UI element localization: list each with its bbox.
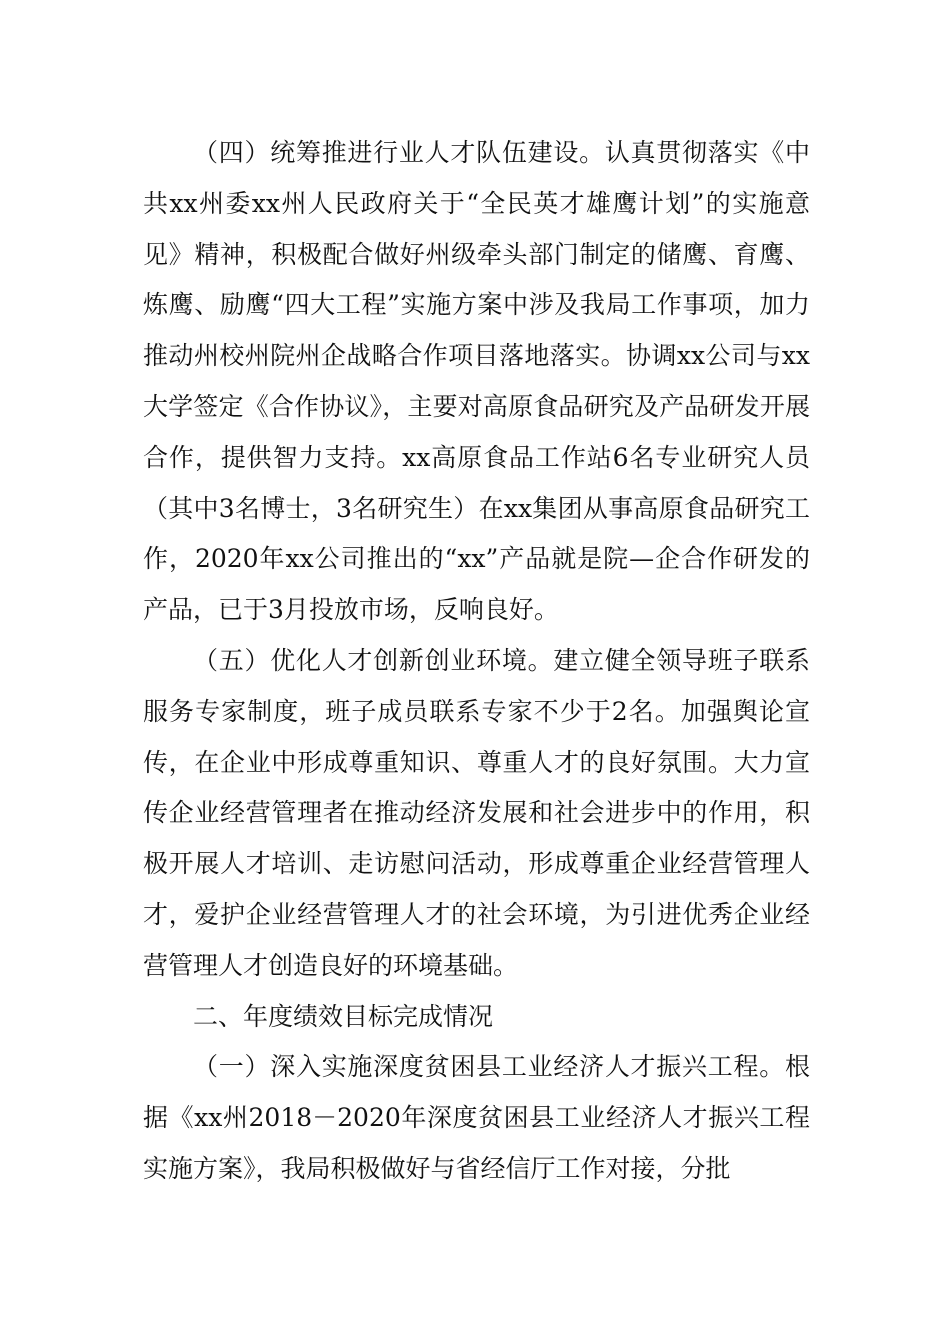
document-body [143,128,810,1195]
paragraph-poverty-county-talent-project: （一）深入实施深度贫困县工业经济人才振兴工程。根据《xx州2018－2020年深度贫困县工业经济人才振兴工程实施方案》，我局积极做好与省经信厅工作对接，分批 [143,1052,810,1183]
paragraph-innovation-environment: （五）优化人才创新创业环境。建立健全领导班子联系服务专家制度，班子成员联系专家不少于2名。加强舆论宣传，在企业中形成尊重知识、尊重人才的良好氛围。大力宣传企业经营管理者在推动经济发展和社会进步中的作用，积极开展人才培训、走访慰问活动，形成尊重企业经营管理人才，爱护企业经营管理人才的社会环境，为引进优秀企业经营管理人才创造良好的环境基础。 [143,645,810,980]
paragraph-talent-team-building: （四）统筹推进行业人才队伍建设。认真贯彻落实《中共xx州委xx州人民政府关于“全民英才雄鹰计划”的实施意见》精神，积极配合做好州级牵头部门制定的储鹰、育鹰、炼鹰、励鹰“四大工程”实施方案中涉及我局工作事项，加力推动州校州院州企战略合作项目落地落实。协调xx公司与xx大学签定《合作协议》，主要对高原食品研究及产品研发开展合作，提供智力支持。xx高原食品工作站6名专业研究人员（其中3名博士，3名研究生）在xx集团从事高原食品研究工作，2020年xx公司推出的“xx”产品就是院—企合作研发的产品，已于3月投放市场，反响良好。 [143,138,810,625]
section-heading-performance-goals: 二、年度绩效目标完成情况 [193,1001,494,1031]
